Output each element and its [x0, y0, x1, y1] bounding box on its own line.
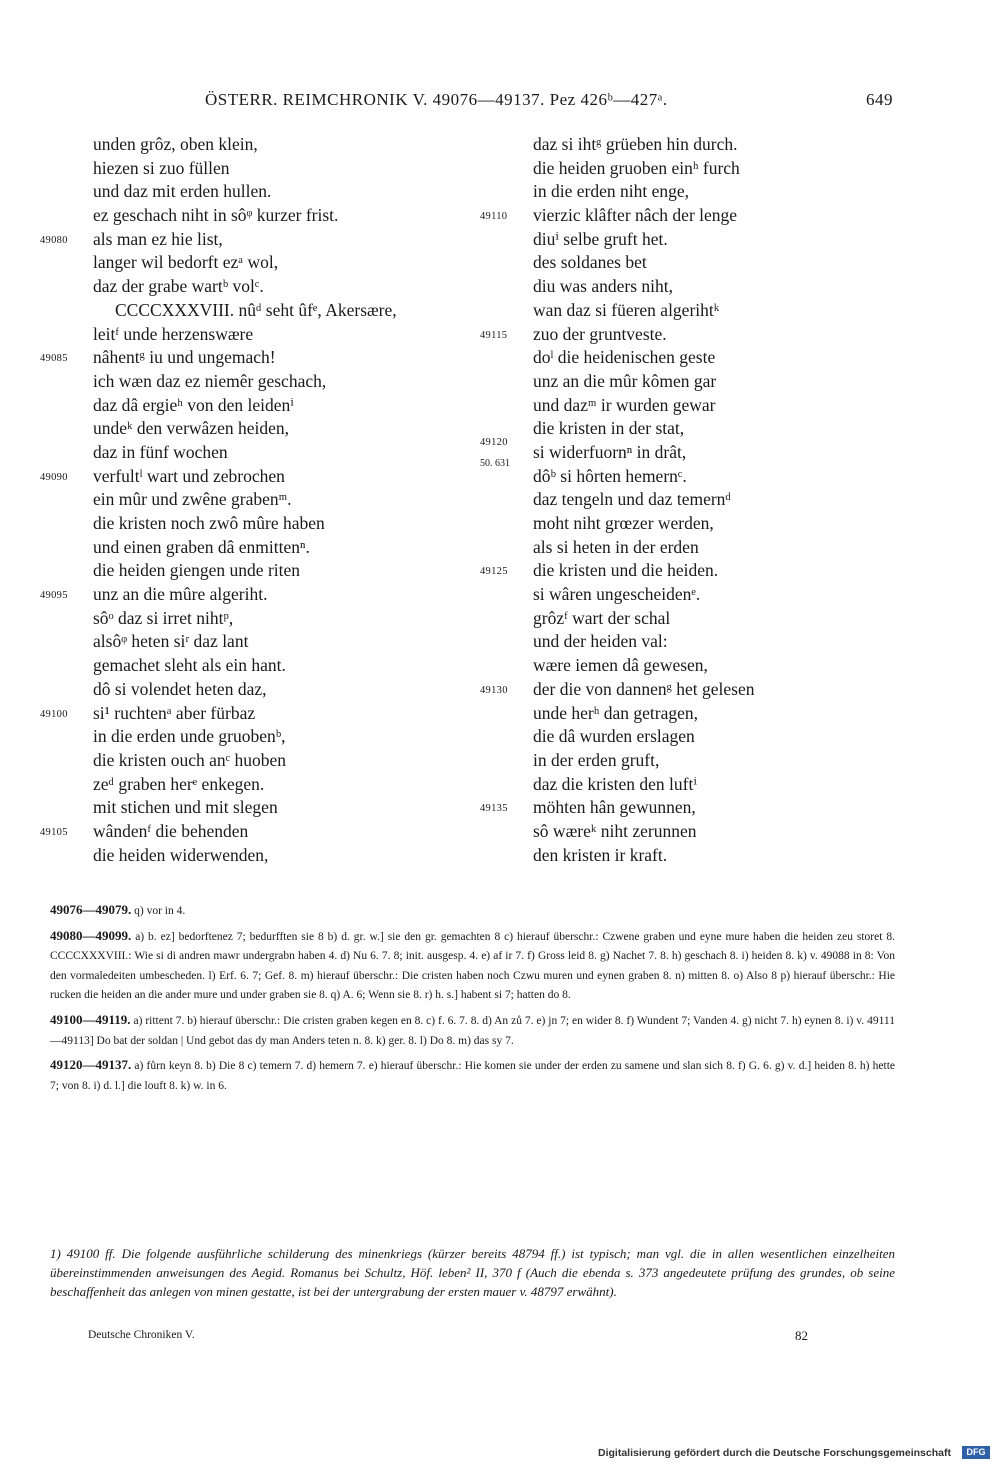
verse-text: die dâ wurden erslagen: [533, 726, 695, 747]
verse-text: die kristen noch zwô mûre haben: [93, 513, 325, 533]
verse-line: [480, 157, 950, 181]
apparatus-range: 49076—49079.: [50, 902, 132, 917]
verse-text: und der heiden val:: [533, 631, 668, 652]
line-number: 49095: [40, 590, 68, 602]
verse-text: ez geschach niht in sôᵠ kurzer frist.: [93, 205, 339, 226]
verse-text: die heiden widerwenden,: [93, 844, 269, 865]
apparatus-range: 49120—49137.: [50, 1057, 132, 1073]
verse-text: wære iemen dâ gewesen,: [533, 655, 708, 676]
running-header: [0, 90, 1000, 114]
verse-line: [480, 536, 950, 560]
verse-text: unz an die mûr kômen gar: [533, 370, 717, 391]
verse-text: daz dâ ergieʰ von den leidenⁱ: [93, 394, 294, 415]
verse-text: dô si volendet heten daz,: [93, 678, 267, 699]
verse-line: [40, 559, 490, 583]
verse-text: grôzᶠ wart der schal: [533, 607, 671, 628]
line-number: 49100: [40, 708, 68, 720]
verse-line: [40, 607, 490, 631]
verse-line: [40, 773, 490, 797]
verse-text: gemachet sleht als ein hant.: [93, 655, 286, 676]
verse-text: und einen graben dâ enmittenⁿ.: [93, 536, 310, 557]
verse-text: alsôᵠ heten siʳ daz lant: [93, 631, 249, 652]
line-number: 49090: [40, 471, 68, 483]
verse-line: [480, 844, 950, 868]
verse-line: [40, 228, 490, 252]
verse-text: der die von dannenᵍ het gelesen: [533, 678, 755, 699]
verse-line: [40, 488, 490, 512]
page-reference: 50. 631: [480, 457, 510, 469]
verse-line: [480, 773, 950, 797]
verse-line: [40, 536, 490, 560]
verse-line: [40, 465, 490, 489]
verse-text: si widerfuornⁿ in drât,: [533, 441, 687, 462]
verse-text: CCCCXXXVIII. nûᵈ seht ûfᵉ, Akersære,: [115, 299, 397, 320]
verse-text: diuⁱ selbe gruft het.: [533, 228, 668, 249]
left-verse-column: [40, 133, 490, 867]
line-number: 49110: [480, 211, 508, 223]
line-number: 49085: [40, 353, 68, 365]
verse-text: dôᵇ si hôrten hemernᶜ.: [533, 465, 687, 486]
verse-text: ein mûr und zwêne grabenᵐ.: [93, 489, 292, 510]
verse-line: [40, 630, 490, 654]
verse-text: in die erden niht enge,: [533, 181, 689, 202]
apparatus-text: a) b. ez] bedorftenez 7; bedurfften sie 8 b) d. gr. w.] sie den gr. gemachten 8 c) hierauf überschr.: Czwene graben und eyne mure haben die heiden zeu storet 8. CCCCXXXVIII.: Wie si di andren mawr undergrabn haben 4. d) Nu 6. 7. 8; init. ausgesp. 4. e) af ir 7. f) Gross leid 8. g) Nachet 7. 8. h) geschach 8. i) heiden 8. k) v. 49088 in 8: Von den vormaledeiten umbescheden. l) Erf. 6. 7; Gef. 8. m) hierauf überschr.: Die cristen haben noch Czwu muren und eynen graben 8. n) mitten 8. o) Also 8 p) hierauf überschr.: Hie rucken die heiden an die ander mure und under graben sie 8. q) A. 6; Wenn sie 8. r) h. s.] habent si 7; hatten do 8.: [50, 930, 895, 1002]
line-number: 49115: [480, 329, 508, 341]
verse-line: [480, 678, 950, 702]
footnote: 1) 49100 ff. Die folgende ausführliche schilderung des minenkriegs (kürzer bereits 48794 ff.) ist typisch; man vgl. die in allen wesentlichen einzelheiten übereinstimmenden anweisungen des Aegid. Romanus bei Schultz, Höf. leben² II, 370 f (Auch die ebenda s. 373 angedeutete prüfung des grundes, ob seine beschaffenheit das anlegen von minen gestatte, ist bei der untergrabung der ersten mauer v. 48797 erwähnt).: [50, 1246, 895, 1299]
verse-text: nâhentᵍ iu und ungemach!: [93, 347, 276, 368]
verse-text: daz in fünf wochen: [93, 441, 228, 462]
verse-text: in die erden unde gruobenᵇ,: [93, 726, 286, 747]
verse-text: sôᵒ daz si irret nihtᵖ,: [93, 607, 234, 628]
verse-text: daz tengeln und daz temernᵈ: [533, 489, 731, 510]
right-verse-column: [480, 133, 950, 867]
verse-text: als si heten in der erden: [533, 536, 699, 557]
verse-text: wan daz si füeren algerihtᵏ: [533, 299, 720, 320]
verse-text: si¹ ruchtenᵃ aber fürbaz: [93, 702, 256, 723]
verse-text: und daz mit erden hullen.: [93, 181, 272, 202]
verse-text: undeᵏ den verwâzen heiden,: [93, 418, 289, 439]
verse-line: [480, 299, 950, 323]
verse-line: [40, 512, 490, 536]
verse-text: und dazᵐ ir wurden gewar: [533, 394, 716, 415]
verse-line: [40, 678, 490, 702]
verse-line: [40, 394, 490, 418]
verse-line: [40, 654, 490, 678]
verse-text: daz si ihtᵍ grüeben hin durch.: [533, 134, 738, 154]
verse-text: moht niht grœzer werden,: [533, 513, 714, 533]
apparatus-text: a) rittent 7. b) hierauf überschr.: Die cristen graben kegen en 8. c) f. 6. 7. 8. d) An zů 7. e) jn 7; en wider 8. f) Wundent 7; Vanden 4. g) nicht 7. h) eynen 8. i) v. 49111—49113] Do bat der soldan | Und gebot das dy man Anders teten n. 8. k) ger. 8. l) Do 8. m) das sy 7.: [50, 1014, 895, 1047]
footer-volume: Deutsche Chroniken V.: [88, 1329, 195, 1341]
verse-text: vierzic klâfter nâch der lenge: [533, 205, 738, 226]
verse-line: [40, 749, 490, 773]
verse-text: die kristen in der stat,: [533, 418, 685, 439]
verse-text: daz der grabe wartᵇ volᶜ.: [93, 276, 264, 297]
verse-line: [480, 749, 950, 773]
verse-line: [480, 228, 950, 252]
verse-text: die kristen ouch anᶜ huoben: [93, 749, 287, 770]
verse-line: [40, 323, 490, 347]
verse-line: [40, 583, 490, 607]
verse-text: in der erden gruft,: [533, 749, 660, 770]
verse-text: unz an die mûre algeriht.: [93, 584, 268, 605]
apparatus-text: q) vor in 4.: [134, 905, 186, 917]
verse-line: [480, 251, 950, 275]
verse-line: [40, 299, 490, 323]
verse-line: [40, 796, 490, 820]
apparatus-entry: [50, 926, 895, 1006]
header-title: ÖSTERR. REIMCHRONIK V. 49076—49137. Pez 426ᵇ—427ᵃ.: [205, 90, 668, 109]
verse-line: [40, 133, 490, 157]
page-number: 649: [866, 90, 893, 109]
verse-line: [40, 702, 490, 726]
verse-line: [40, 844, 490, 868]
verse-line: [480, 275, 950, 299]
line-number: 49130: [480, 684, 508, 696]
verse-text: die heiden gruoben einʰ furch: [533, 157, 740, 178]
verse-text: den kristen ir kraft.: [533, 844, 668, 865]
verse-text: zeᵈ graben herᵉ enkegen.: [93, 773, 265, 794]
verse-line: [480, 204, 950, 228]
apparatus-entry: [50, 1010, 895, 1051]
line-number: 49080: [40, 234, 68, 246]
verse-line: [480, 436, 950, 469]
verse-text: diu was anders niht,: [533, 276, 673, 297]
verse-text: daz die kristen den luftⁱ: [533, 773, 697, 794]
verse-text: langer wil bedorft ezᵃ wol,: [93, 252, 279, 273]
apparatus-entry: [50, 1055, 895, 1096]
verse-line: [480, 417, 950, 441]
verse-line: [40, 157, 490, 181]
verse-line: [480, 654, 950, 678]
verse-text: als man ez hie list,: [93, 228, 223, 249]
verse-line: [480, 465, 950, 489]
critical-apparatus: [50, 900, 895, 1100]
verse-line: [40, 180, 490, 204]
verse-line: [40, 417, 490, 441]
verse-line: [40, 204, 490, 228]
verse-line: [40, 725, 490, 749]
verse-line: [480, 559, 950, 583]
verse-text: zuo der gruntveste.: [533, 323, 667, 344]
verse-text: unden grôz, oben klein,: [93, 134, 258, 154]
verse-line: [480, 394, 950, 418]
verse-line: [40, 820, 490, 844]
verse-text: die kristen und die heiden.: [533, 560, 719, 581]
verse-text: doˡ die heidenischen geste: [533, 347, 716, 368]
verse-text: möhten hân gewunnen,: [533, 797, 696, 818]
apparatus-range: 49080—49099.: [50, 927, 132, 943]
verse-line: [40, 441, 490, 465]
verse-line: [40, 370, 490, 394]
line-number: 49135: [480, 803, 508, 815]
verse-line: [480, 796, 950, 820]
verse-text: verfultˡ wart und zebrochen: [93, 465, 285, 486]
dfg-credit: Digitalisierung gefördert durch die Deutsche Forschungsgemeinschaft: [598, 1447, 951, 1459]
verse-text: si wâren ungescheidenᵉ.: [533, 584, 701, 605]
verse-line: [480, 725, 950, 749]
line-number: 49105: [40, 826, 68, 838]
apparatus-range: 49100—49119.: [50, 1011, 131, 1027]
verse-line: [480, 180, 950, 204]
verse-line: [480, 512, 950, 536]
verse-line: [480, 583, 950, 607]
verse-line: [480, 630, 950, 654]
verse-text: des soldanes bet: [533, 252, 647, 273]
verse-text: sô wæreᵏ niht zerunnen: [533, 820, 697, 841]
verse-line: [480, 323, 950, 347]
verse-line: [480, 370, 950, 394]
verse-text: unde herʰ dan getragen,: [533, 702, 698, 723]
verse-text: hiezen si zuo füllen: [93, 157, 230, 178]
verse-line: [40, 275, 490, 299]
footer-sheet-number: 82: [795, 1328, 808, 1343]
apparatus-text: a) fůrn keyn 8. b) Die 8 c) temern 7. d) hemern 7. e) hierauf überschr.: Hie komen sie under der erden zu samene und slan sich 8. f) G. 6. g) v. d.] heiden 8. h) hette 7; von 8. i) d. l.] die louft 8. k) w. in 6.: [50, 1060, 896, 1092]
verse-text: ich wæn daz ez niemêr geschach,: [93, 370, 327, 391]
verse-text: leitᶠ unde herzenswære: [93, 323, 254, 344]
dfg-logo-icon: DFG: [962, 1446, 990, 1459]
line-number: 49120: [480, 436, 508, 448]
verse-line: [480, 488, 950, 512]
verse-line: [480, 702, 950, 726]
apparatus-entry: [50, 900, 895, 922]
verse-line: [480, 346, 950, 370]
verse-line: [480, 820, 950, 844]
verse-line: [40, 346, 490, 370]
verse-text: die heiden giengen unde riten: [93, 560, 301, 581]
verse-line: [40, 251, 490, 275]
verse-text: wândenᶠ die behenden: [93, 820, 249, 841]
verse-line: [480, 133, 950, 157]
verse-line: [480, 607, 950, 631]
line-number: 49125: [480, 566, 508, 578]
verse-text: mit stichen und mit slegen: [93, 797, 278, 818]
